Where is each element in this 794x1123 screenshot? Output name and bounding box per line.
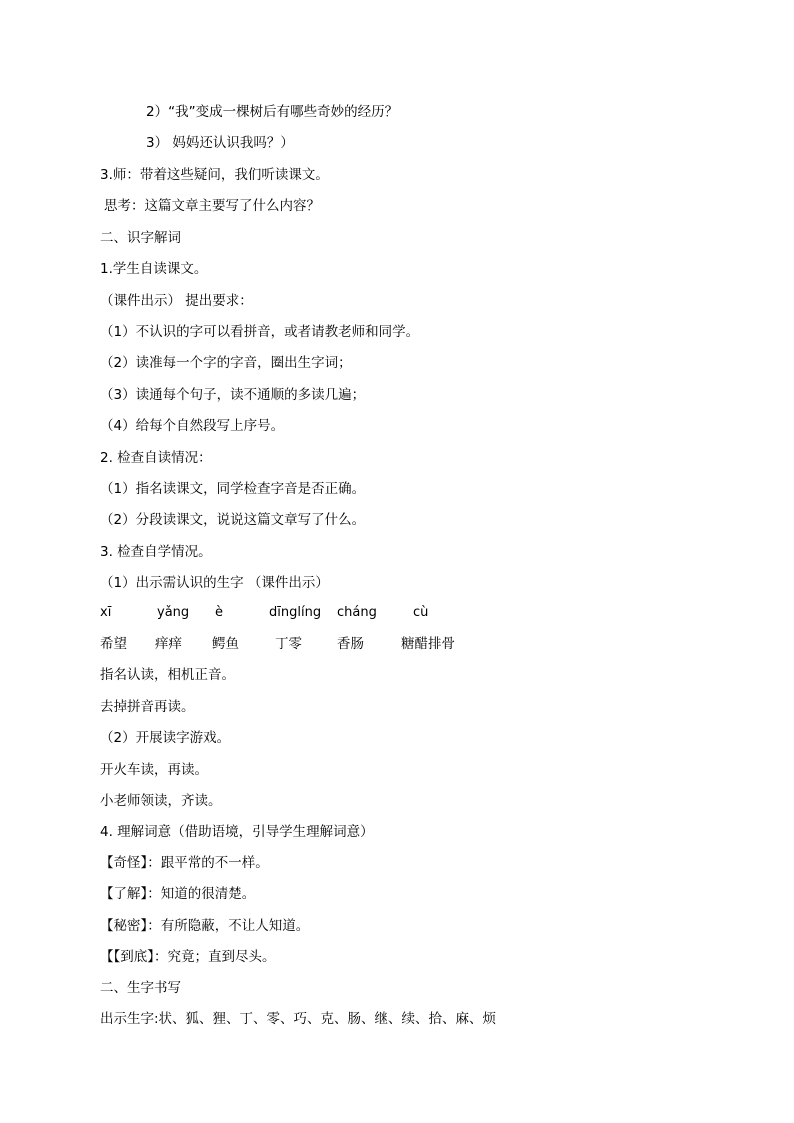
step-1: 1.学生自读课文。 — [100, 261, 208, 277]
step-4: 4. 理解词意（借助语境，引导学生理解词意） — [100, 824, 374, 840]
teacher-led-reading: 小老师领读，齐读。 — [100, 793, 222, 809]
new-characters-list: 出示生字:状、狐、狸、丁、零、巧、克、肠、继、续、拾、麻、烦 — [100, 1011, 497, 1027]
requirement-3: （3）读通每个句子，读不通顺的多读几遍； — [100, 387, 366, 403]
pinyin-item: è — [215, 605, 223, 620]
pinyin-item: dīnglíng — [269, 605, 322, 620]
requirement-2: （2）读准每一个字的字音，圈出生字词； — [100, 355, 352, 371]
train-reading: 开火车读，再读。 — [100, 762, 208, 778]
pinyin-item: xī — [100, 605, 112, 620]
read-instruction-2: 去掉拼音再读。 — [100, 699, 195, 715]
word-item: 鳄鱼 — [212, 636, 239, 652]
word-item: 痒痒 — [155, 636, 182, 652]
word-meaning-4: 【【到底】：究竟；直到尽头。 — [100, 949, 276, 965]
requirement-4: （4）给每个自然段写上序号。 — [100, 418, 285, 434]
requirements-intro: （课件出示） 提出要求： — [100, 293, 253, 309]
show-new-characters: （1）出示需认识的生字 （课件出示） — [100, 575, 329, 591]
requirement-1: （1）不认识的字可以看拼音，或者请教老师和同学。 — [100, 324, 420, 340]
section-heading-literacy: 二、识字解词 — [100, 230, 181, 246]
pinyin-item: cù — [413, 605, 429, 620]
read-instruction-1: 指名认读，相机正音。 — [100, 667, 235, 683]
word-meaning-1: 【奇怪】：跟平常的不一样。 — [100, 855, 269, 871]
check-2: （2）分段读课文，说说这篇文章写了什么。 — [100, 512, 366, 528]
word-item: 希望 — [100, 636, 127, 652]
think-question: 思考：这篇文章主要写了什么内容？ — [104, 198, 320, 214]
reading-game: （2）开展读字游戏。 — [100, 730, 231, 746]
question-3: 3） 妈妈还认识我吗？） — [146, 135, 294, 151]
pinyin-item: cháng — [337, 605, 377, 620]
word-item: 糖醋排骨 — [401, 636, 455, 652]
step-3: 3. 检查自学情况。 — [100, 544, 212, 560]
question-2: 2）“我”变成一棵树后有哪些奇妙的经历？ — [146, 104, 399, 120]
step-2: 2. 检查自读情况： — [100, 450, 212, 466]
section-heading-writing: 二、生字书写 — [100, 980, 181, 996]
word-item: 香肠 — [337, 636, 364, 652]
word-meaning-3: 【秘密】：有所隐蔽，不让人知道。 — [100, 918, 310, 934]
teacher-step-3: 3.师：带着这些疑问，我们听读课文。 — [100, 167, 329, 183]
word-meaning-2: 【了解】：知道的很清楚。 — [100, 886, 256, 902]
pinyin-item: yǎng — [157, 605, 190, 620]
check-1: （1）指名读课文，同学检查字音是否正确。 — [100, 481, 366, 497]
word-item: 丁零 — [275, 636, 302, 652]
